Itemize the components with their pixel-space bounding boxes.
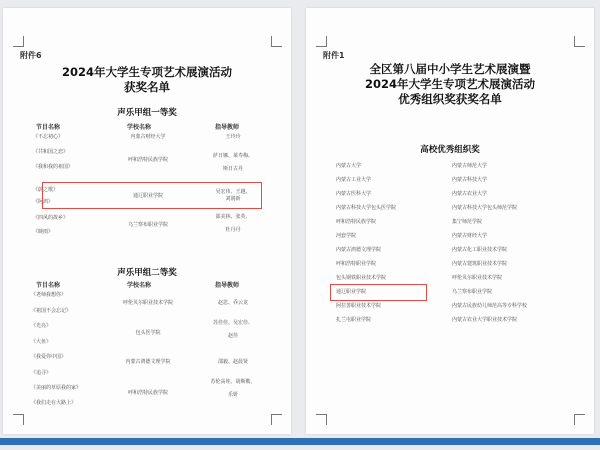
section-heading-first-prize: 声乐甲组一等奖 — [117, 108, 177, 118]
university-name: 内蒙古农业大学职业技术学院 — [452, 317, 518, 323]
document-page-right — [306, 8, 594, 434]
university-name: 呼伦贝尔职业技术学院 — [452, 275, 503, 281]
page-title: 2024年大学生专项艺术展演活动 — [61, 65, 232, 79]
teacher-names: 邵美林、张英、 杜丹丹 — [215, 214, 251, 233]
school-name: 乌兰察布职业学院 — [127, 222, 168, 228]
teacher-names: 吴宏伟、王越、 刘润新 — [215, 189, 251, 202]
school-name: 呼和浩特民族学院 — [127, 157, 168, 163]
university-name: 内蒙古民族幼儿师范高等专科学校 — [452, 303, 528, 309]
column-header-school: 学校名称 — [127, 282, 152, 289]
section-heading-second-prize: 声乐甲组二等奖 — [117, 268, 177, 278]
program-name: 《老师我想你》 — [31, 292, 67, 298]
teacher-names: 苏伦高娃、胡斯勒、 乐妍 — [210, 379, 256, 398]
column-header-program: 节目名称 — [36, 282, 61, 289]
university-name: 呼和浩特职业学院 — [336, 261, 377, 267]
school-name: 内蒙古财经大学 — [130, 134, 166, 140]
highlight-box — [42, 182, 262, 209]
crop-mark — [574, 414, 585, 425]
university-name: 内蒙古科技大学包头医学院 — [336, 205, 397, 211]
crop-mark — [271, 414, 282, 425]
document-page-left — [3, 8, 291, 434]
university-name: 内蒙古科技大学包头师范学院 — [452, 205, 518, 211]
school-name: 通辽职业学院 — [132, 193, 163, 199]
school-name: 呼伦贝尔职业技术学院 — [122, 300, 173, 306]
page-subtitle: 优秀组织奖获奖名单 — [398, 92, 502, 106]
crop-mark — [271, 36, 282, 47]
bottom-accent-bar — [0, 438, 600, 445]
school-name: 内蒙古鸿德文理学院 — [125, 359, 171, 365]
program-name: 《不忘初心》 — [33, 134, 64, 140]
university-name: 呼和浩特民族学院 — [336, 219, 377, 225]
program-name: 《我和我的祖国》 — [33, 164, 74, 170]
school-name: 包头医学院 — [135, 330, 161, 336]
program-name: 《四风的故乡》 — [33, 215, 69, 221]
teacher-names: 王玲玲 — [225, 134, 241, 140]
program-name: 《我爱你中国》 — [31, 354, 67, 360]
university-name: 集宁师范学院 — [452, 219, 483, 225]
crop-mark — [316, 414, 327, 425]
teacher-names: 邵毅、赵晨贤 — [217, 359, 248, 365]
program-name: 《大鱼》 — [31, 339, 52, 345]
university-name: 内蒙古科技大学 — [452, 177, 488, 183]
university-name: 内蒙古化工职业技术学院 — [452, 247, 508, 253]
program-name: 《阿鸿》 — [33, 199, 54, 205]
university-name: 通辽职业学院 — [336, 289, 367, 295]
crop-mark — [13, 414, 24, 425]
column-header-program: 节目名称 — [36, 124, 61, 131]
university-name: 内蒙古医科大学 — [336, 191, 372, 197]
crop-mark — [574, 36, 585, 47]
university-name: 包头钢铁职业技术学院 — [336, 275, 387, 281]
university-name: 河套学院 — [336, 233, 357, 239]
page-title: 全区第八届中小学生艺术展演暨 — [369, 62, 531, 76]
attachment-label: 附件1 — [323, 51, 345, 60]
crop-mark — [13, 36, 24, 47]
crop-mark — [316, 36, 327, 47]
university-name: 乌兰察布职业学院 — [452, 289, 493, 295]
university-name: 内蒙古农业大学 — [452, 191, 488, 197]
highlight-box — [330, 284, 427, 301]
university-name: 内蒙古财经大学 — [452, 233, 488, 239]
teacher-names: 萨日娜、莱寿梅、 斯日古丹 — [212, 153, 253, 172]
school-name: 呼和浩特民族学院 — [127, 390, 168, 396]
university-name: 内蒙古师范大学 — [452, 163, 488, 169]
column-header-teacher: 指导教师 — [215, 282, 240, 289]
program-name: 《我们走在大路上》 — [31, 400, 77, 406]
page-subtitle: 获奖名单 — [124, 80, 170, 94]
university-name: 内蒙古鸿德文理学院 — [336, 247, 382, 253]
teacher-names: 赵思、乔云龙 — [217, 300, 248, 306]
program-name: 《映雨》 — [33, 229, 54, 235]
column-header-teacher: 指导教师 — [215, 124, 240, 131]
university-name: 内蒙古建筑职业技术学院 — [452, 261, 508, 267]
university-name: 内蒙古工业大学 — [336, 177, 372, 183]
section-heading-award: 高校优秀组织奖 — [420, 145, 480, 155]
program-name: 《光亮》 — [31, 323, 52, 329]
attachment-label: 附件6 — [20, 51, 42, 60]
program-name: 《蔚之歌》 — [33, 187, 59, 193]
university-name: 扎兰屯职业学院 — [336, 317, 372, 323]
teacher-names: 苏佳佳、吴宏佳、 赵佳 — [212, 320, 253, 339]
university-name: 阿拉善职业技术学院 — [336, 303, 382, 309]
column-header-school: 学校名称 — [127, 124, 152, 131]
program-name: 《祖国不会忘记》 — [31, 308, 72, 314]
program-name: 《美丽的草原我的家》 — [31, 385, 82, 391]
university-name: 内蒙古大学 — [336, 163, 362, 169]
page-title-line2: 2024年大学生专项艺术展演活动 — [364, 77, 535, 91]
program-name: 《追寻》 — [31, 370, 52, 376]
program-name: 《共和国之恋》 — [33, 149, 69, 155]
